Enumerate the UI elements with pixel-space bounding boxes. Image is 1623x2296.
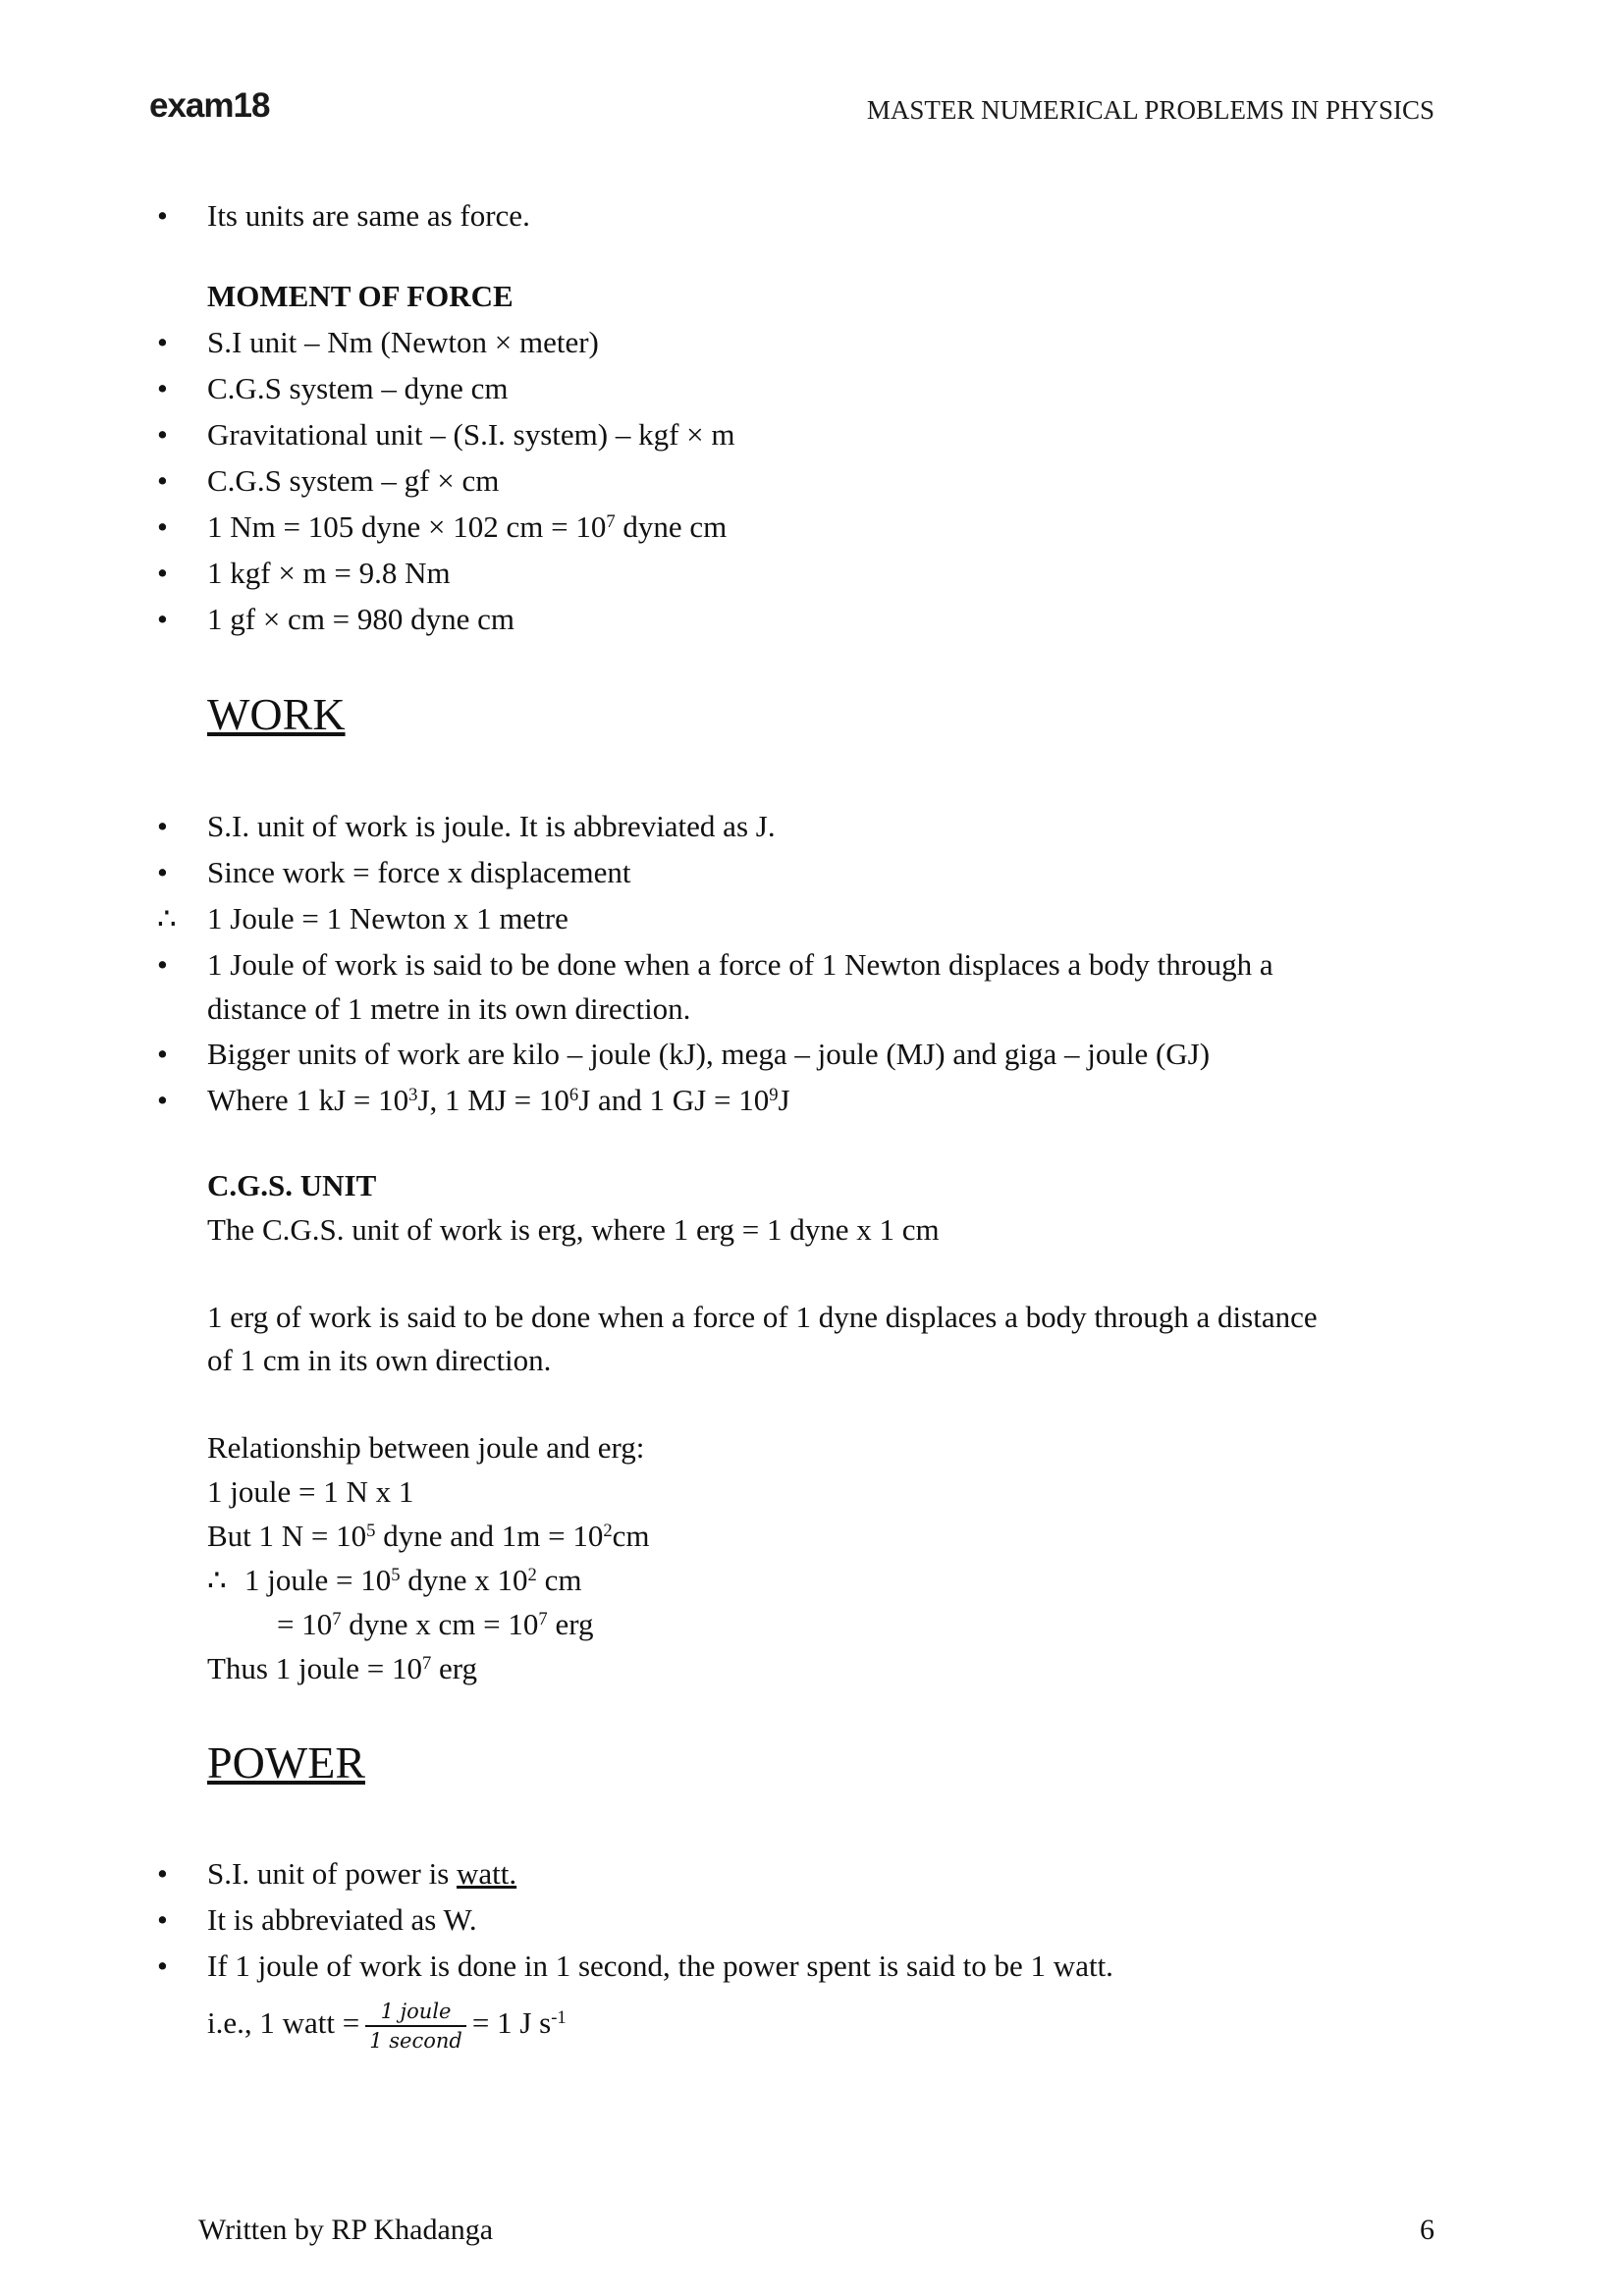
work-item: Since work = force x displacement xyxy=(207,855,631,889)
exponent: 7 xyxy=(421,1652,432,1674)
relationship-line xyxy=(244,1561,581,1600)
moment-item-conversion-text: 1 Nm = 105 dyne × 102 cm = 10 xyxy=(207,509,607,544)
bullet-icon: • xyxy=(157,198,168,233)
relationship-line: 1 joule = 1 N x 1 xyxy=(207,1474,414,1509)
therefore-icon: ∴ xyxy=(157,901,177,935)
exponent: 7 xyxy=(606,510,616,532)
therefore-icon: ∴ xyxy=(207,1563,227,1597)
exponent: 7 xyxy=(538,1608,548,1629)
power-heading: POWER xyxy=(207,1737,365,1788)
bullet-icon: • xyxy=(157,509,168,544)
page-number: 6 xyxy=(1420,2214,1434,2246)
work-item: 1 Joule = 1 Newton x 1 metre xyxy=(207,901,568,935)
work-item: Bigger units of work are kilo – joule (kJ), mega – joule (MJ) and giga – joule (GJ) xyxy=(207,1037,1211,1071)
text-part: Where 1 kJ = 10 xyxy=(207,1083,409,1117)
text-part: = 10 xyxy=(277,1607,333,1641)
power-item: If 1 joule of work is done in 1 second, the power spent is said to be 1 watt. xyxy=(207,1949,1113,1983)
cgs-text: The C.G.S. unit of work is erg, where 1 erg = 1 dyne x 1 cm xyxy=(207,1212,940,1247)
work-where-line xyxy=(207,1081,790,1120)
cgs-paragraph-line: 1 erg of work is said to be done when a force of 1 dyne displaces a body through a distance xyxy=(207,1300,1318,1334)
work-item: 1 Joule of work is said to be done when a force of 1 Newton displaces a body through a xyxy=(207,947,1273,982)
intro-text: Its units are same as force. xyxy=(207,198,530,233)
text-part: J xyxy=(778,1083,790,1117)
text-part: cm xyxy=(612,1519,650,1553)
text-part: dyne x cm = 10 xyxy=(341,1607,539,1641)
text-part: Thus 1 joule = 10 xyxy=(207,1651,422,1685)
text-part: = 1 J s xyxy=(471,2005,552,2040)
text-part: 1 joule = 10 xyxy=(244,1563,392,1597)
relationship-line xyxy=(207,1517,650,1556)
bullet-icon: • xyxy=(157,325,168,359)
text-part: erg xyxy=(547,1607,594,1641)
relationship-line xyxy=(277,1605,593,1644)
moment-item-conversion xyxy=(207,507,727,547)
watt-underlined: watt. xyxy=(457,1856,517,1891)
exponent: 6 xyxy=(568,1084,579,1105)
power-item xyxy=(207,1854,516,1894)
relationship-line xyxy=(207,1649,477,1688)
bullet-icon: • xyxy=(157,602,168,636)
exponent: 5 xyxy=(391,1564,401,1585)
moment-item: C.G.S system – gf × cm xyxy=(207,463,500,498)
exponent: 3 xyxy=(408,1084,418,1105)
cgs-heading: C.G.S. UNIT xyxy=(207,1168,377,1202)
moment-item: C.G.S system – dyne cm xyxy=(207,371,509,405)
moment-item: 1 gf × cm = 980 dyne cm xyxy=(207,602,515,636)
moment-item: 1 kgf × m = 9.8 Nm xyxy=(207,556,451,590)
bullet-icon: • xyxy=(157,809,168,843)
moment-heading: MOMENT OF FORCE xyxy=(207,279,514,313)
fraction xyxy=(365,2000,466,2053)
moment-item-conversion-tail: dyne cm xyxy=(615,509,728,544)
work-heading: WORK xyxy=(207,689,346,739)
footer-author: Written by RP Khadanga xyxy=(198,2214,494,2246)
work-item: S.I. unit of work is joule. It is abbreviated as J. xyxy=(207,809,776,843)
exponent: 2 xyxy=(527,1564,537,1585)
bullet-icon: • xyxy=(157,1949,168,1983)
bullet-icon: • xyxy=(157,855,168,889)
relationship-heading: Relationship between joule and erg: xyxy=(207,1430,645,1465)
text-part: But 1 N = 10 xyxy=(207,1519,367,1553)
text-part: dyne and 1m = 10 xyxy=(375,1519,604,1553)
bullet-icon: • xyxy=(157,1902,168,1937)
fraction-denominator: 1 second xyxy=(369,2028,462,2053)
text-part: dyne x 10 xyxy=(400,1563,528,1597)
exponent: 5 xyxy=(366,1520,376,1541)
moment-item: S.I unit – Nm (Newton × meter) xyxy=(207,325,599,359)
text-part: S.I. unit of power is xyxy=(207,1856,458,1891)
text-part: J, 1 MJ = 10 xyxy=(417,1083,569,1117)
exponent: 2 xyxy=(603,1520,613,1541)
bullet-icon: • xyxy=(157,1856,168,1891)
text-part: i.e., 1 watt = xyxy=(207,2005,360,2040)
exponent: -1 xyxy=(551,2006,567,2028)
moment-item: Gravitational unit – (S.I. system) – kgf × m xyxy=(207,417,735,452)
fraction-numerator: 1 joule xyxy=(365,2000,466,2027)
text-part: cm xyxy=(536,1563,582,1597)
cgs-paragraph-line: of 1 cm in its own direction. xyxy=(207,1343,552,1377)
bullet-icon: • xyxy=(157,1037,168,1071)
header-title: MASTER NUMERICAL PROBLEMS IN PHYSICS xyxy=(866,95,1434,125)
bullet-icon: • xyxy=(157,463,168,498)
bullet-icon: • xyxy=(157,947,168,982)
watt-equation xyxy=(207,1993,567,2054)
bullet-icon: • xyxy=(157,1083,168,1117)
bullet-icon: • xyxy=(157,371,168,405)
bullet-icon: • xyxy=(157,556,168,590)
exponent: 9 xyxy=(769,1084,779,1105)
exponent: 7 xyxy=(332,1608,342,1629)
text-part: erg xyxy=(431,1651,478,1685)
work-item-continued: distance of 1 metre in its own direction. xyxy=(207,991,691,1026)
power-item: It is abbreviated as W. xyxy=(207,1902,477,1937)
exam18-logo: exam18 xyxy=(149,86,270,125)
bullet-icon: • xyxy=(157,417,168,452)
text-part: J and 1 GJ = 10 xyxy=(578,1083,770,1117)
